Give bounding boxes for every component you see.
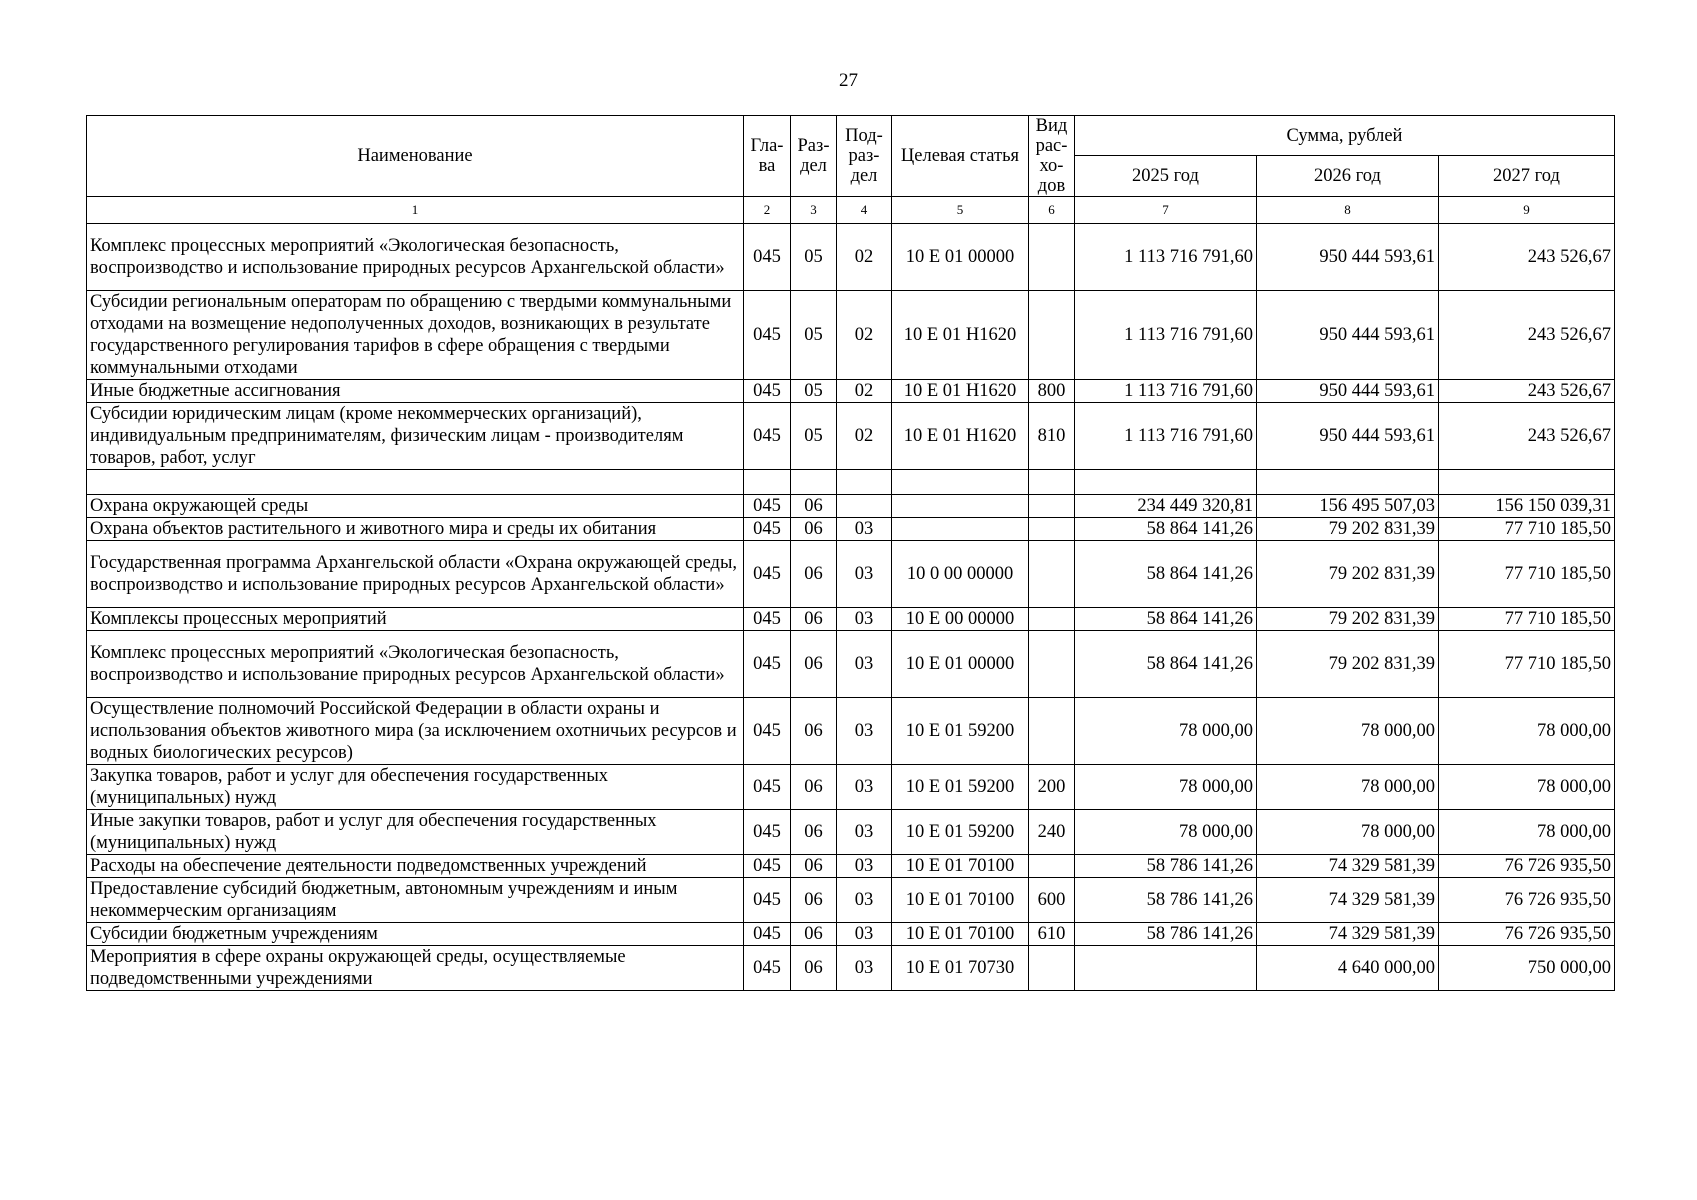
cell-name: Расходы на обеспечение деятельности подведомственных учреждений (87, 855, 744, 878)
table-row (87, 878, 1615, 923)
table-row (87, 810, 1615, 855)
table-row (87, 855, 1615, 878)
cell-glava: 045 (744, 923, 791, 946)
cell-target: 10 Е 01 70730 (892, 946, 1029, 991)
cell-sum-2025: 78 000,00 (1075, 765, 1257, 810)
cell-target: 10 Е 01 59200 (892, 810, 1029, 855)
cell-sum-2025: 1 113 716 791,60 (1075, 380, 1257, 403)
cell-target: 10 Е 01 Н1620 (892, 291, 1029, 380)
cell-sum-2027: 78 000,00 (1439, 810, 1615, 855)
cell-vid (1029, 855, 1075, 878)
cell-razdel: 06 (791, 541, 837, 608)
table-row (87, 224, 1615, 291)
cell-sum-2027: 77 710 185,50 (1439, 541, 1615, 608)
header-2026: 2026 год (1257, 156, 1439, 197)
cell-podrazdel: 03 (837, 855, 892, 878)
column-number: 7 (1075, 197, 1257, 224)
cell-sum-2026: 78 000,00 (1257, 810, 1439, 855)
table-row (87, 946, 1615, 991)
header-target: Целевая статья (892, 116, 1029, 197)
table-row (87, 631, 1615, 698)
cell-podrazdel: 03 (837, 541, 892, 608)
cell-glava: 045 (744, 291, 791, 380)
table-row (87, 470, 1615, 495)
cell-target: 10 Е 01 70100 (892, 878, 1029, 923)
cell-sum-2025: 58 786 141,26 (1075, 855, 1257, 878)
cell-vid: 610 (1029, 923, 1075, 946)
cell-name: Иные закупки товаров, работ и услуг для обеспечения государственных (муниципальных) нужд (87, 810, 744, 855)
cell-sum-2027: 243 526,67 (1439, 291, 1615, 380)
column-number: 2 (744, 197, 791, 224)
cell-sum-2026: 74 329 581,39 (1257, 878, 1439, 923)
cell-name: Субсидии юридическим лицам (кроме некоммерческих организаций), индивидуальным предпринимателям, физическим лицам - производителям товаров, работ, услуг (87, 403, 744, 470)
cell-sum-2027: 243 526,67 (1439, 403, 1615, 470)
cell-name: Комплексы процессных мероприятий (87, 608, 744, 631)
cell-name: Комплекс процессных мероприятий «Экологическая безопасность, воспроизводство и использование природных ресурсов Архангельской области» (87, 631, 744, 698)
header-razdel: Раз- дел (791, 116, 837, 197)
cell-target: 10 Е 01 00000 (892, 224, 1029, 291)
cell-sum-2026: 74 329 581,39 (1257, 923, 1439, 946)
cell-sum-2027: 78 000,00 (1439, 698, 1615, 765)
cell-sum-2026: 156 495 507,03 (1257, 495, 1439, 518)
cell-razdel: 06 (791, 923, 837, 946)
cell-glava: 045 (744, 946, 791, 991)
cell-name: Субсидии региональным операторам по обращению с твердыми коммунальными отходами на возмещение недополученных доходов, возникающих в результате государственного регулирования тарифов в сфере обращения с твердыми коммунальными отходами (87, 291, 744, 380)
cell-target: 10 Е 01 Н1620 (892, 403, 1029, 470)
cell-razdel: 06 (791, 631, 837, 698)
header-2025: 2025 год (1075, 156, 1257, 197)
cell-vid (1029, 541, 1075, 608)
cell-razdel: 06 (791, 765, 837, 810)
header-glava: Гла- ва (744, 116, 791, 197)
cell-sum-2026: 950 444 593,61 (1257, 224, 1439, 291)
cell-sum-2027 (1439, 470, 1615, 495)
table-row (87, 923, 1615, 946)
cell-sum-2027: 156 150 039,31 (1439, 495, 1615, 518)
cell-glava: 045 (744, 631, 791, 698)
cell-glava: 045 (744, 495, 791, 518)
cell-vid (1029, 224, 1075, 291)
cell-sum-2026: 79 202 831,39 (1257, 608, 1439, 631)
cell-name: Субсидии бюджетным учреждениям (87, 923, 744, 946)
cell-sum-2025: 58 786 141,26 (1075, 923, 1257, 946)
cell-razdel: 06 (791, 878, 837, 923)
cell-vid (1029, 291, 1075, 380)
cell-sum-2026: 78 000,00 (1257, 698, 1439, 765)
table-row (87, 518, 1615, 541)
cell-podrazdel: 03 (837, 631, 892, 698)
cell-vid (1029, 608, 1075, 631)
cell-sum-2027: 243 526,67 (1439, 224, 1615, 291)
cell-sum-2027: 77 710 185,50 (1439, 518, 1615, 541)
column-number: 6 (1029, 197, 1075, 224)
cell-podrazdel: 03 (837, 518, 892, 541)
cell-podrazdel: 02 (837, 403, 892, 470)
cell-name: Предоставление субсидий бюджетным, автономным учреждениям и иным некоммерческим организациям (87, 878, 744, 923)
cell-target: 10 Е 00 00000 (892, 608, 1029, 631)
cell-sum-2027: 243 526,67 (1439, 380, 1615, 403)
cell-target (892, 470, 1029, 495)
cell-sum-2025: 58 864 141,26 (1075, 541, 1257, 608)
column-number: 8 (1257, 197, 1439, 224)
cell-glava: 045 (744, 765, 791, 810)
cell-podrazdel: 03 (837, 765, 892, 810)
cell-sum-2026: 950 444 593,61 (1257, 291, 1439, 380)
column-numbers-row (87, 197, 1615, 224)
cell-sum-2027: 76 726 935,50 (1439, 855, 1615, 878)
cell-glava: 045 (744, 224, 791, 291)
cell-podrazdel: 03 (837, 878, 892, 923)
cell-vid: 600 (1029, 878, 1075, 923)
cell-sum-2026 (1257, 470, 1439, 495)
cell-vid: 240 (1029, 810, 1075, 855)
cell-sum-2025: 78 000,00 (1075, 810, 1257, 855)
column-number: 5 (892, 197, 1029, 224)
cell-glava (744, 470, 791, 495)
cell-sum-2026: 79 202 831,39 (1257, 631, 1439, 698)
cell-name (87, 470, 744, 495)
cell-sum-2027: 750 000,00 (1439, 946, 1615, 991)
table-row (87, 765, 1615, 810)
cell-razdel: 06 (791, 495, 837, 518)
cell-glava: 045 (744, 608, 791, 631)
cell-glava: 045 (744, 518, 791, 541)
cell-name: Государственная программа Архангельской области «Охрана окружающей среды, воспроизводство и использование природных ресурсов Архангельской области» (87, 541, 744, 608)
cell-name: Охрана окружающей среды (87, 495, 744, 518)
header-vid: Вид рас- хо- дов (1029, 116, 1075, 197)
cell-podrazdel: 03 (837, 608, 892, 631)
cell-podrazdel: 02 (837, 291, 892, 380)
cell-razdel: 06 (791, 810, 837, 855)
table-row (87, 403, 1615, 470)
cell-target: 10 Е 01 Н1620 (892, 380, 1029, 403)
table-body (87, 197, 1615, 991)
cell-glava: 045 (744, 541, 791, 608)
cell-name: Охрана объектов растительного и животного мира и среды их обитания (87, 518, 744, 541)
cell-podrazdel (837, 495, 892, 518)
cell-sum-2026: 4 640 000,00 (1257, 946, 1439, 991)
header-sum: Сумма, рублей (1075, 116, 1615, 156)
cell-sum-2026: 79 202 831,39 (1257, 518, 1439, 541)
table-row (87, 380, 1615, 403)
cell-sum-2026: 79 202 831,39 (1257, 541, 1439, 608)
cell-podrazdel: 02 (837, 224, 892, 291)
cell-target: 10 Е 01 70100 (892, 855, 1029, 878)
cell-glava: 045 (744, 878, 791, 923)
column-number: 9 (1439, 197, 1615, 224)
cell-sum-2027: 76 726 935,50 (1439, 878, 1615, 923)
column-number: 4 (837, 197, 892, 224)
cell-razdel: 06 (791, 855, 837, 878)
table-row (87, 608, 1615, 631)
table-row (87, 698, 1615, 765)
cell-target: 10 Е 01 00000 (892, 631, 1029, 698)
cell-name: Комплекс процессных мероприятий «Экологическая безопасность, воспроизводство и использование природных ресурсов Архангельской области» (87, 224, 744, 291)
cell-target: 10 Е 01 59200 (892, 698, 1029, 765)
column-number: 1 (87, 197, 744, 224)
column-number: 3 (791, 197, 837, 224)
header-2027: 2027 год (1439, 156, 1615, 197)
cell-target: 10 Е 01 59200 (892, 765, 1029, 810)
cell-glava: 045 (744, 380, 791, 403)
cell-target (892, 518, 1029, 541)
cell-podrazdel: 03 (837, 698, 892, 765)
cell-sum-2026: 950 444 593,61 (1257, 380, 1439, 403)
cell-target (892, 495, 1029, 518)
cell-sum-2025 (1075, 470, 1257, 495)
cell-target: 10 Е 01 70100 (892, 923, 1029, 946)
cell-glava: 045 (744, 403, 791, 470)
cell-glava: 045 (744, 855, 791, 878)
cell-glava: 045 (744, 698, 791, 765)
cell-vid: 200 (1029, 765, 1075, 810)
cell-podrazdel: 03 (837, 810, 892, 855)
cell-sum-2026: 950 444 593,61 (1257, 403, 1439, 470)
header-row (87, 116, 1615, 156)
cell-name: Осуществление полномочий Российской Федерации в области охраны и использования объектов животного мира (за исключением охотничьих ресурсов и водных биологических ресурсов) (87, 698, 744, 765)
cell-podrazdel: 03 (837, 923, 892, 946)
cell-podrazdel: 03 (837, 946, 892, 991)
cell-sum-2025: 1 113 716 791,60 (1075, 224, 1257, 291)
cell-vid: 810 (1029, 403, 1075, 470)
cell-vid (1029, 518, 1075, 541)
header-name: Наименование (87, 116, 744, 197)
cell-razdel: 06 (791, 946, 837, 991)
cell-sum-2025: 1 113 716 791,60 (1075, 403, 1257, 470)
cell-razdel: 05 (791, 403, 837, 470)
table-row (87, 541, 1615, 608)
cell-razdel (791, 470, 837, 495)
cell-sum-2027: 77 710 185,50 (1439, 608, 1615, 631)
cell-sum-2025: 234 449 320,81 (1075, 495, 1257, 518)
cell-name: Иные бюджетные ассигнования (87, 380, 744, 403)
cell-name: Закупка товаров, работ и услуг для обеспечения государственных (муниципальных) нужд (87, 765, 744, 810)
table-row (87, 291, 1615, 380)
cell-sum-2025: 1 113 716 791,60 (1075, 291, 1257, 380)
cell-sum-2027: 77 710 185,50 (1439, 631, 1615, 698)
cell-sum-2025: 58 864 141,26 (1075, 631, 1257, 698)
cell-sum-2027: 78 000,00 (1439, 765, 1615, 810)
cell-vid (1029, 495, 1075, 518)
cell-vid (1029, 698, 1075, 765)
budget-table (86, 115, 1615, 991)
page-number: 27 (839, 70, 858, 91)
cell-vid (1029, 470, 1075, 495)
cell-sum-2025 (1075, 946, 1257, 991)
cell-glava: 045 (744, 810, 791, 855)
cell-sum-2025: 58 864 141,26 (1075, 608, 1257, 631)
cell-sum-2026: 78 000,00 (1257, 765, 1439, 810)
cell-podrazdel (837, 470, 892, 495)
cell-vid (1029, 631, 1075, 698)
cell-sum-2027: 76 726 935,50 (1439, 923, 1615, 946)
cell-sum-2025: 58 786 141,26 (1075, 878, 1257, 923)
cell-razdel: 05 (791, 380, 837, 403)
cell-vid (1029, 946, 1075, 991)
header-podrazdel: Под- раз- дел (837, 116, 892, 197)
cell-razdel: 05 (791, 224, 837, 291)
cell-razdel: 06 (791, 518, 837, 541)
table-row (87, 495, 1615, 518)
cell-razdel: 05 (791, 291, 837, 380)
cell-podrazdel: 02 (837, 380, 892, 403)
cell-vid: 800 (1029, 380, 1075, 403)
cell-sum-2025: 58 864 141,26 (1075, 518, 1257, 541)
cell-razdel: 06 (791, 608, 837, 631)
cell-target: 10 0 00 00000 (892, 541, 1029, 608)
cell-sum-2026: 74 329 581,39 (1257, 855, 1439, 878)
cell-razdel: 06 (791, 698, 837, 765)
cell-sum-2025: 78 000,00 (1075, 698, 1257, 765)
cell-name: Мероприятия в сфере охраны окружающей среды, осуществляемые подведомственными учреждениями (87, 946, 744, 991)
